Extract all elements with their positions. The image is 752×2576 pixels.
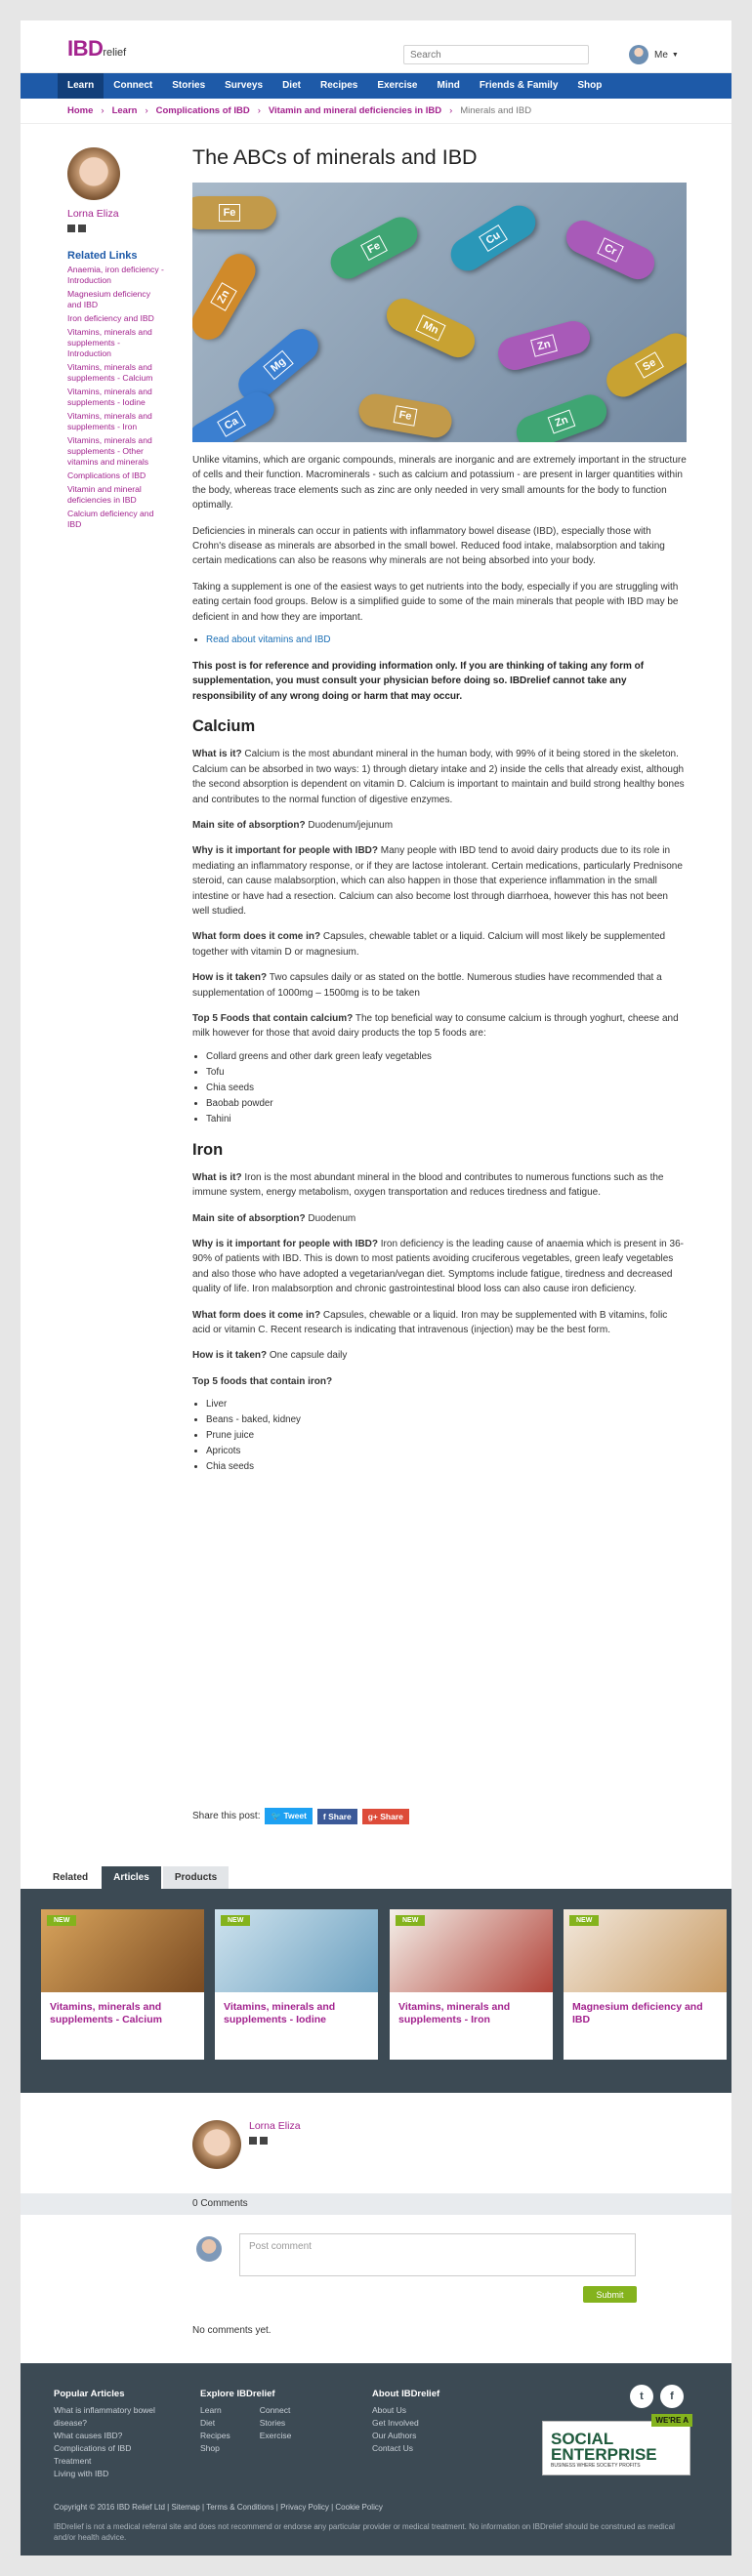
author-social [67,225,165,232]
footer-disclaimer: IBDrelief is not a medical referral site and does not recommend or endorse any particular provider or medical treatment. No information on IBDrelief should be construed as medical and/or health advice. [54,2522,675,2542]
crumb-current: Minerals and IBD [460,105,532,116]
footer-about [372,2388,509,2455]
mineral-pill: Fe [192,196,276,229]
footer-link[interactable]: Get Involved [372,2418,419,2428]
list-item: • Collard greens and other dark green leafy vegetables [206,1049,687,1065]
calcium-foods [192,1011,687,1042]
footer-link[interactable]: Living with IBD [54,2469,109,2478]
related-articles [21,1889,731,2093]
mineral-pill: Zn [192,248,262,346]
article-card[interactable] [41,1909,204,2060]
hero-image [192,183,687,442]
answer-text: Many people with IBD tend to avoid dairy products due to its role in mediating an inflammatory response, or if they are lactose intolerant. Certain medications, particularly Prednisone steroid, can cause malabsorption, which can also happen in those that experience inflammation in the small intestine or have had a resection. Calcium can also become lost through diarrhoea, however this has not been well studied. [192,845,683,917]
footer-link[interactable]: About Us [372,2405,406,2415]
author-photo[interactable] [192,2120,241,2169]
crumb-complications[interactable]: Complications of IBD [155,105,250,116]
intro-paragraph: Unlike vitamins, which are organic compounds, minerals are inorganic and are extremely important in the structure of cells and their function. Macrominerals - such as calcium and potassium - are present in larger quantities within the body, whereas trace elements such as zinc are only needed in very small amounts for the body to function optimally. [192,455,687,511]
header [21,20,731,73]
answer-text: One capsule daily [269,1350,348,1362]
crumb-separator: › [257,105,261,116]
article-card[interactable] [564,1909,727,2060]
question-label: Top 5 Foods that contain calcium? [192,1012,354,1024]
card-title: Vitamins, minerals and supplements - Iron [398,2001,511,2025]
footer-link[interactable]: Treatment [54,2456,92,2466]
related-link[interactable]: Complications of IBD [67,470,146,480]
comments-count: 0 Comments [21,2193,731,2215]
crumb-home[interactable]: Home [67,105,94,116]
calcium-how [192,970,687,1001]
footer-popular [54,2388,190,2480]
question-label: Main site of absorption? [192,1212,306,1224]
answer-text: Capsules, chewable tablet or a liquid. Calcium will most likely be supplemented together with vitamin D or magnesium. [192,931,666,958]
answer-text: Capsules, chewable or a liquid. Iron may be supplemented with B vitamins, folic acid or vitamin C. Recent research is indicating that intravenous (injection) may be the best form. [192,1309,668,1336]
iron-food-list [206,1397,687,1475]
related-link[interactable]: Vitamins, minerals and supplements - Iodine [67,387,152,407]
footer-link[interactable]: Our Authors [372,2431,417,2440]
footer-link[interactable]: What causes IBD? [54,2431,123,2440]
twitter-icon[interactable] [260,2137,268,2145]
card-image [215,1909,378,1992]
related-link[interactable]: Vitamins, minerals and supplements - Iron [67,411,152,431]
iron-foods [192,1374,687,1389]
mineral-pill: Ca [192,386,280,442]
answer-text: Duodenum/jejunum [308,819,394,831]
iron-how [192,1348,687,1363]
nav-recipes[interactable]: Recipes [319,80,358,91]
nav-diet[interactable]: Diet [282,80,301,91]
crumb-learn[interactable]: Learn [111,105,138,116]
footer-link[interactable]: Stories [259,2418,286,2428]
mineral-pill: Fe [356,391,454,440]
iron-form [192,1308,687,1338]
iron-site [192,1211,687,1226]
article-card[interactable] [215,1909,378,2060]
card-title: Vitamins, minerals and supplements - Calcium [50,2001,162,2025]
calcium-why [192,843,687,919]
mineral-pill: Cu [444,199,541,277]
nav-friends-family[interactable]: Friends & Family [479,80,559,91]
calcium-heading: Calcium [192,717,256,736]
tab-articles[interactable]: Articles [102,1866,161,1889]
mineral-pill: Fe [325,211,424,284]
badge-title: SOCIAL ENTERPRISE [551,2430,657,2464]
answer-text: The top beneficial way to consume calcium is through yoghurt, cheese and milk however for those that avoid dairy products the top 5 foods are: [192,1012,679,1040]
read-vitamins-link[interactable]: Read about vitamins and IBD [206,634,331,646]
crumb-separator: › [449,105,453,116]
crumb-separator: › [145,105,148,116]
nav-exercise[interactable]: Exercise [377,80,418,91]
footer-link[interactable]: Exercise [259,2431,292,2440]
facebook-share-button[interactable]: f Share [317,1809,357,1824]
list-item: • Liver [206,1397,687,1412]
question-label: Top 5 foods that contain iron? [192,1375,333,1387]
list-item: • Chia seeds [206,1459,687,1475]
page-title: The ABCs of minerals and IBD [192,145,478,169]
author-photo[interactable] [67,147,120,200]
crumb-separator: › [101,105,104,116]
related-link[interactable]: Vitamins, minerals and supplements - Calcium [67,362,153,383]
footer-link[interactable]: Diet [200,2418,216,2428]
twitter-icon[interactable]: t [630,2385,653,2408]
author-name[interactable]: Lorna Eliza [67,208,119,220]
no-comments-text: No comments yet. [192,2325,272,2336]
facebook-icon[interactable] [67,225,75,232]
footer-heading: Popular Articles [54,2389,125,2399]
submit-button[interactable]: Submit [583,2286,637,2303]
social-enterprise-badge [542,2416,690,2475]
footer-link[interactable]: Learn [200,2405,222,2415]
related-link[interactable]: Calcium deficiency and IBD [67,509,154,529]
related-link[interactable]: Iron deficiency and IBD [67,313,154,323]
nav-learn[interactable]: Learn [58,73,104,99]
share-bar [192,1808,409,1824]
avatar [196,2236,222,2262]
iron-heading: Iron [192,1140,224,1159]
page [21,20,731,2556]
avatar [629,45,648,64]
footer-link[interactable]: Complications of IBD [54,2443,132,2453]
answer-text: Two capsules daily or as stated on the bottle. Numerous studies have recommended that a supplementation of 1000mg – 1500mg is to be taken [192,972,662,999]
related-tabs [41,1866,711,1889]
calcium-site [192,818,687,833]
tab-products[interactable]: Products [163,1866,229,1889]
mineral-pill: Zn [494,317,594,374]
list-item: • Tahini [206,1112,687,1127]
card-image [41,1909,204,1992]
answer-text: Iron is the most abundant mineral in the blood and contributes to numerous functions such as the immune system, energy metabolism, oxygen transportation and reduces tiredness and fatigue. [192,1171,664,1199]
question-label: How is it taken? [192,972,268,984]
tweet-button[interactable]: 🐦 Tweet [265,1808,312,1824]
mineral-pill: Zn [512,390,611,442]
article [192,145,687,1475]
new-badge: NEW [569,1915,599,1926]
logo[interactable]: IBDrelief [67,36,127,61]
nav-stories[interactable]: Stories [172,80,206,91]
list-item: • Prune juice [206,1428,687,1444]
mineral-pill: Mn [381,293,480,362]
question-label: What form does it come in? [192,1309,321,1321]
list-item: • Beans - baked, kidney [206,1412,687,1428]
twitter-icon[interactable] [78,225,86,232]
question-label: Why is it important for people with IBD? [192,845,378,857]
badge-subtitle: BUSINESS WHERE SOCIETY PROFITS [551,2463,641,2469]
nav-shop[interactable]: Shop [577,80,603,91]
calcium-food-list [206,1049,687,1127]
nav-mind[interactable]: Mind [437,80,460,91]
mineral-pill: Se [601,327,687,402]
card-image [564,1909,727,1992]
answer-text: Iron deficiency is the leading cause of anaemia which is present in 36-90% of patients with IBD. This is down to most patients avoiding cruciferous vegetables, green leafy vegetables and also those who have adopted a vegetarian/vegan diet. Symptoms include fatigue, tiredness and decreased quality of life. Iron malabsorption and chronic gastrointestinal blood loss can also cause iron deficiency. [192,1239,684,1295]
author-box [192,2120,301,2169]
related-links-title: Related Links [67,250,138,262]
card-title: Vitamins, minerals and supplements - Iodine [224,2001,336,2025]
footer [21,2363,731,2556]
answer-text: Calcium is the most abundant mineral in the human body, with 99% of it being stored in the skeleton. Calcium can be absorbed in two ways: 1) through dietary intake and 2) inside the cells that already exist, although the second absorption is dependent on vitamin D. Calcium is important to maintain and build strong healthy bones and contributes to the normal function of digestive enzymes. [192,749,685,805]
crumb-deficiencies[interactable]: Vitamin and mineral deficiencies in IBD [268,105,442,116]
article-card[interactable] [390,1909,553,2060]
question-label: Main site of absorption? [192,819,306,831]
list-item: • Chia seeds [206,1081,687,1096]
footer-link[interactable]: Shop [200,2443,220,2453]
new-badge: NEW [396,1915,425,1926]
badge-tag: WE'RE A [651,2414,692,2427]
list-item: • Baobab powder [206,1096,687,1112]
user-name: Me [654,49,668,61]
disclaimer: This post is for reference and providing information only. If you are thinking of taking any form of supplementation, you must consult your physician before doing so. IBDrelief cannot take any responsibility of any wrong doing or harm that may occur. [192,661,645,702]
question-label: Why is it important for people with IBD? [192,1239,378,1249]
calcium-what [192,747,687,807]
card-title: Magnesium deficiency and IBD [572,2001,703,2025]
share-label: Share this post: [192,1811,261,1821]
question-label: What is it? [192,1171,242,1183]
question-label: How is it taken? [192,1350,268,1362]
related-link[interactable]: Vitamins, minerals and supplements - Introduction [67,327,152,358]
facebook-icon[interactable] [249,2137,257,2145]
related-link[interactable]: Magnesium deficiency and IBD [67,289,151,309]
tab-related: Related [53,1872,89,1883]
mineral-pill: Cr [561,215,659,284]
footer-heading: Explore IBDrelief [200,2389,275,2399]
new-badge: NEW [47,1915,76,1926]
new-badge: NEW [221,1915,250,1926]
footer-link[interactable]: Contact Us [372,2443,414,2453]
author-name[interactable]: Lorna Eliza [249,2120,301,2132]
calcium-form [192,929,687,960]
comment-input[interactable]: Post comment [239,2233,636,2276]
related-links-list [67,265,165,530]
list-item: • Apricots [206,1444,687,1459]
footer-link[interactable]: Recipes [200,2431,230,2440]
related-link[interactable]: Vitamin and mineral deficiencies in IBD [67,484,142,505]
iron-why [192,1237,687,1297]
card-image [390,1909,553,1992]
answer-text: Duodenum [308,1212,356,1224]
nav-connect[interactable]: Connect [113,80,153,91]
copyright[interactable]: Copyright © 2016 IBD Relief Ltd | Sitemap | Terms & Conditions | Privacy Policy | Cookie Policy [54,2503,383,2512]
nav-surveys[interactable]: Surveys [225,80,264,91]
footer-link[interactable]: What is inflammatory bowel disease? [54,2405,155,2428]
intro-paragraph: Deficiencies in minerals can occur in patients with inflammatory bowel disease (IBD), especially those with Crohn's disease as minerals are absorbed in the small bowel. Reduced food intake, malabsorption and taking certain medications can also be reasons why minerals are not being absorbed into your body. [192,525,665,567]
facebook-icon[interactable]: f [660,2385,684,2408]
list-item: • Tofu [206,1065,687,1081]
gplus-share-button[interactable]: g+ Share [362,1809,409,1824]
intro-paragraph: Taking a supplement is one of the easiest ways to get nutrients into the body, especially if you are struggling with eating certain food groups. Below is a simplified guide to some of the main minerals that people with IBD may be deficient in and how they are important. [192,581,679,623]
related-link[interactable]: Vitamins, minerals and supplements - Other vitamins and minerals [67,435,152,467]
footer-link[interactable]: Connect [259,2405,291,2415]
chevron-down-icon: ▼ [671,51,679,59]
mineral-pill: Mg [231,322,324,408]
question-label: What is it? [192,749,242,760]
author-social [249,2137,301,2145]
breadcrumb [21,99,731,124]
search-input[interactable] [403,45,589,64]
iron-what [192,1170,687,1201]
related-link[interactable]: Anaemia, iron deficiency - Introduction [67,265,164,285]
footer-heading: About IBDrelief [372,2389,440,2399]
question-label: What form does it come in? [192,931,321,943]
user-menu[interactable] [629,45,679,64]
footer-explore [200,2388,356,2455]
main-nav [21,73,731,99]
sidebar [67,147,165,530]
